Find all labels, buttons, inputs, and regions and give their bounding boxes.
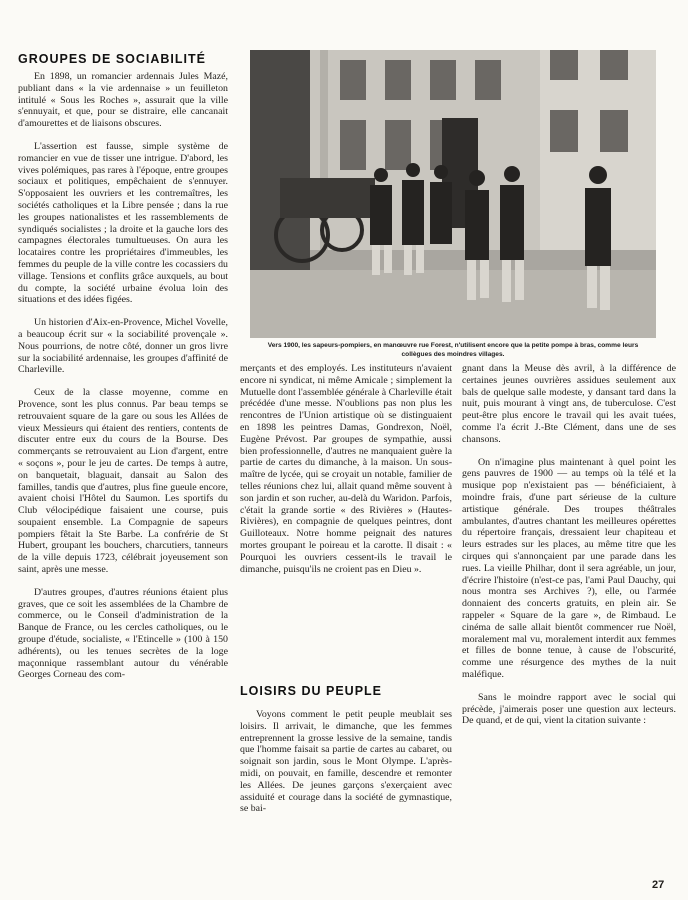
paragraph: Sans le moindre rapport avec le social qui précède, j'aimerais poser une question aux lecteurs. De quand, et de qui, vient la citation suivante : (462, 691, 676, 727)
column-2 (240, 363, 452, 586)
paragraph: Voyons comment le petit peuple meublait ses loisirs. Il arrivait, le dimanche, que les femmes entreprennent la grosse lessive de la semaine, tandis que l'homme faisait sa partie de cartes au cabaret, ou soignait son jardin, sous le Mont Olympe. L'après-midi, on pouvait, en famille, descendre et remonter les Allées. De jeunes garçons s'exerçaient avec assiduité et courage dans la société de gymnastique, se bai- (240, 709, 452, 815)
section-heading-groupes: GROUPES DE SOCIABILITÉ (18, 52, 206, 66)
photo-illustration (250, 50, 656, 338)
paragraph: L'assertion est fausse, simple système de romancier en vue de tisser une intrigue. D'abord, les vives polémiques, pas rares à l'époque, entre groupes sociaux et politiques, empêchaient de s'ennuyer. S'opposaient les ouvriers et les contremaîtres, les sociétés catholiques et la Libre pensée ; dans la rue les groupes nationalistes et les rassemblements de syndiqués socialistes ; la droite et la gauche lors des campagnes électorales tumultueuses. On aura les locataires contre les propriétaires d'immeubles, les femmes du peuple de la ville contre les cocassiers du village. Tensions et conflits grâce auxquels, au bout du compte, la société urbaine évolua loin des situations et des idées figées. (18, 140, 228, 306)
column-3 (462, 363, 676, 738)
paragraph: gnant dans la Meuse dès avril, à la différence de certaines jeunes ouvrières assidues seulement aux bals de quelque salle modeste, y dansant tard dans la nuit, puis mourant à vingt ans, de tuberculose. C'est peut-être plus encore le travail qui les avait tuées, comme l'a écrit J.-Bte Clément, dans une de ses chansons. (462, 363, 676, 445)
paragraph: D'autres groupes, d'autres réunions étaient plus graves, que ce soit les assemblées de la Chambre de commerce, ou le Conseil d'administration de la Banque de France, ou les cercles catholiques, ou le groupe d'étude, socialiste, « l'Etincelle » (100 à 150 adhérents), ou les tenues secrètes de la loge maçonnique rassemblant autour du vénérable Georges Corneau des com- (18, 586, 228, 681)
paragraph: Un historien d'Aix-en-Provence, Michel Vovelle, a beaucoup écrit sur « la sociabilité provençale ». Nous pourrions, de notre côté, donner un gros livre sur la sociabilité ardennaise, les groupes d'affinité de Charleville. (18, 317, 228, 376)
paragraph: On n'imagine plus maintenant à quel point les gens pauvres de 1900 — au temps où la télé et la musique pop n'existaient pas — bénéficiaient, à moindre frais, d'une part sérieuse de la culture artistique générale. Des troupes théâtrales ambulantes, d'autres chantant les meilleures opérettes du répertoire français, dressaient leur chapiteau et leurs estrades sur les places, au même titre que les cirques qui s'annonçaient par une parade dans les rues. La vieille Philhar, dont il sera agréable, un jour, d'écrire l'histoire (n'est-ce pas, l'ami Paul Dauchy, qui nous montra ses Archives ?), elle, ou l'armée donnaient des concerts gratuits, en plein air. Se rappeler « Square de la gare », de Rimbaud. Le cinéma de salle allait bientôt commencer rue Noël, moralement mal vu, moralement interdit aux femmes et filles de bonne tenue, à cause de l'obscurité, comme une résurgence des mythes de la nuit maléfique. (462, 456, 676, 680)
paragraph: Ceux de la classe moyenne, comme en Provence, sont les plus connus. Par beau temps se retrouvaient square de la gare ou sous les Allées de vieux Messieurs qui étaient des rentiers, contents de discuter entre eux du cours de la Bourse. Des commerçants se retrouvaient au Lion d'argent, entre « soçons », pour le jeu de cartes. De temps à autre, on banquetait, blaguait, dansait au Salon des familles, tandis que d'autres, plus fine gueule encore, avaient choisi l'Hôtel du Saumon. Les sportifs du Club vélocipédique faisaient une course, puis soupaient ensemble. La Compagnie de sapeurs pompiers fêtait la Ste Barbe. La confrérie de St Hubert, groupant les bouchers, charcutiers, tanneurs de la ville depuis 1723, célébrait joyeusement son saint, après une messe. (18, 387, 228, 576)
photo-caption: Vers 1900, les sapeurs-pompiers, en manœuvre rue Forest, n'utilisent encore que la petite pompe à bras, comme leurs collègues des moindres villages. (267, 342, 639, 358)
historical-photo (250, 50, 656, 338)
section-heading-loisirs: LOISIRS DU PEUPLE (240, 684, 383, 698)
column-1 (18, 71, 228, 692)
paragraph: merçants et des employés. Les instituteurs n'avaient encore ni syndicat, ni même Amicale ; simplement la Mutuelle dont l'assemblée générale à Charleville était précédée d'une messe. N'oublions pas non plus les rencontres de l'Union artistique où se distinguaient en 1898 les peintres Damas, Gondrexon, Noël, Eugène Prévost. Par groupes de sympathie, aussi bien professionnelle, d'autres ne manquaient guère la partie de cartes du dimanche, à la maison. Un sous-maître de lycée, qui se croyait un notable, familier de telles réunions chez lui, allait quand même souvent à son jardin et son rucher, au-delà du Waridon. Parfois, c'était la grande sortie « des Rivières » (Hautes-Rivières), en compagnie de quelques peintres, dont Guilloteaux. Notre homme peignait des natures mortes groupant le poireau et la carotte. Il disait : « Pourquoi les ouvriers cessent-ils le travail le dimanche, puisqu'ils ne croient pas en Dieu ». (240, 363, 452, 575)
page-number: 27 (652, 879, 665, 891)
column-2-lower (240, 709, 452, 826)
paragraph: En 1898, un romancier ardennais Jules Mazé, publiant dans « la vie ardennaise » un feuilleton intitulé « Sous les Roches », assurait que la ville s'ennuyait, et que, pour se distraire, elle cancanait d'amourettes et de liaisons obscures. (18, 71, 228, 130)
